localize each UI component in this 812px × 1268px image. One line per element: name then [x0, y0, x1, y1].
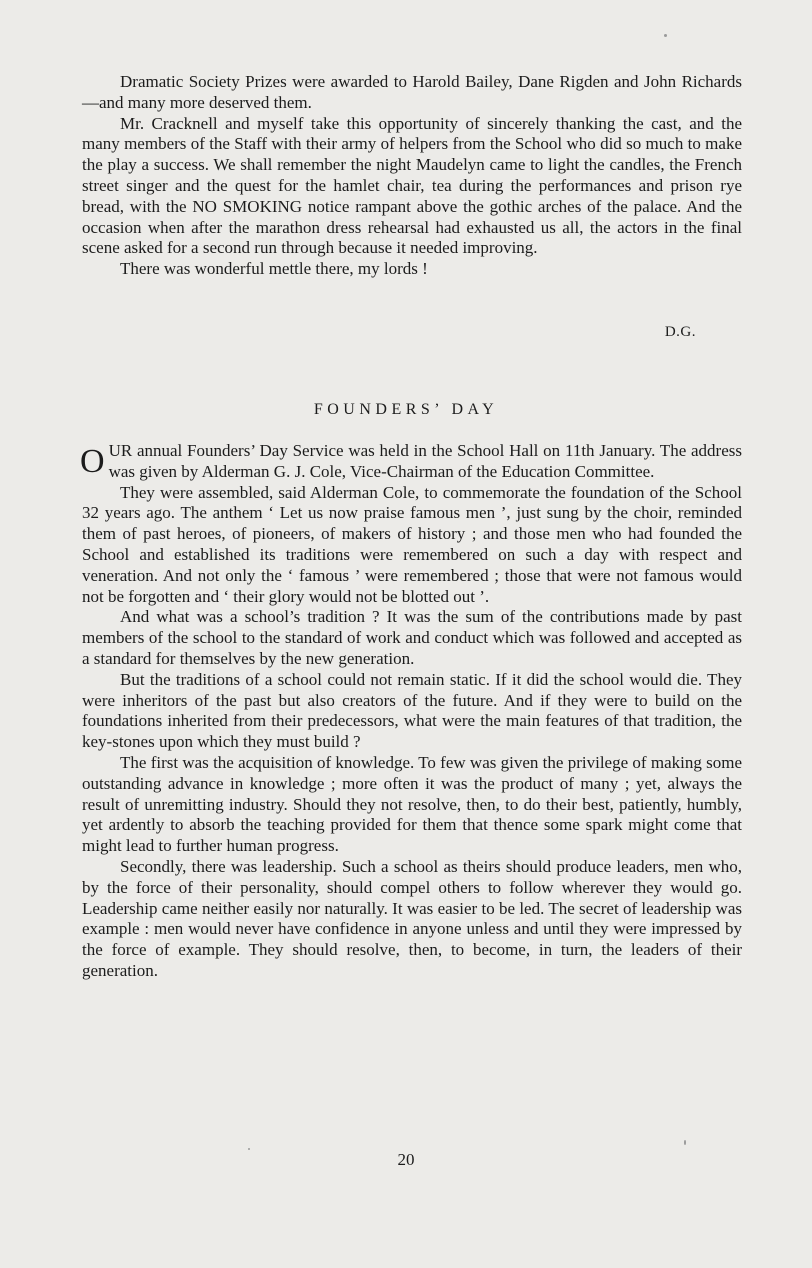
- paper-speck: [248, 1148, 250, 1150]
- paper-speck: [684, 1140, 686, 1145]
- page-number: 20: [397, 1150, 415, 1169]
- intro-paragraph: There was wonderful mettle there, my lords !: [120, 259, 428, 279]
- body-paragraph: And what was a school’s tradition ? It was the sum of the contributions made by past members of the school to the standard of work and conduct which was followed and accepted as a standard for themselves by the new generation.: [82, 607, 742, 668]
- drop-cap: O: [80, 443, 105, 480]
- paper-speck: [664, 34, 667, 37]
- body-paragraph: But the traditions of a school could not remain static. If it did the school would die. They were inheritors of the past but also creators of the future. And if they were to build on the foundations inherited from their predecessors, what were the main features of that tradition, the key-stones upon which they must build ?: [82, 669, 742, 752]
- founders-day-section: [82, 441, 742, 982]
- lead-paragraph: [82, 441, 742, 483]
- author-signature: D.G.: [664, 324, 696, 340]
- intro-paragraph: Dramatic Society Prizes were awarded to Harold Bailey, Dane Rigden and John Richards—and many more deserved them.: [82, 72, 742, 112]
- section-title: FOUNDERS’ DAY: [313, 401, 499, 418]
- body-paragraph: The first was the acquisition of knowledge. To few was given the privilege of making some outstanding advance in knowledge ; more often it was the product of many ; yet, always the result of unremitting industry. Should they not resolve, then, to do their best, patiently, humbly, yet ardently to absorb the teaching provided for them that thence some spark might come that might lead to further human progress.: [82, 752, 742, 856]
- dramatic-society-section: [82, 72, 742, 280]
- body-paragraph: Secondly, there was leadership. Such a school as theirs should produce leaders, men who, by the force of their personality, should compel others to follow wherever they would go. Leadership came neither easily nor naturally. It was easier to be led. The secret of leadership was example : men would never have confidence in anyone unless and until they were impressed by the force of example. They should resolve, then, to become, in turn, the leaders of their generation.: [82, 856, 742, 980]
- body-paragraph: They were assembled, said Alderman Cole, to commemorate the foundation of the School 32 years ago. The anthem ‘ Let us now praise famous men ’, just sung by the choir, reminded them of past heroes, of pioneers, of makers of history ; and those men who had founded the School and established its traditions were remembered on such a day with respect and veneration. And not only the ‘ famous ’ were remembered ; those that were not famous would not be forgotten and ‘ their glory would not be blotted out ’.: [82, 482, 742, 606]
- intro-paragraph: Mr. Cracknell and myself take this opportunity of sincerely thanking the cast, and the many members of the Staff with their army of helpers from the School who did so much to make the play a success. We shall remember the night Maudelyn came to light the candles, the French street singer and the quest for the hamlet chair, tea during the performances and prison rye bread, with the NO SMOKING notice rampant above the gothic arches of the palace. And the occasion when after the marathon dress rehearsal had exhausted us all, the actors in the final scene asked for a second run through because it needed improving.: [82, 113, 742, 258]
- lead-paragraph-text: UR annual Founders’ Day Service was held in the School Hall on 11th January. The address was given by Alderman G. J. Cole, Vice-Chairman of the Education Committee.: [108, 441, 742, 481]
